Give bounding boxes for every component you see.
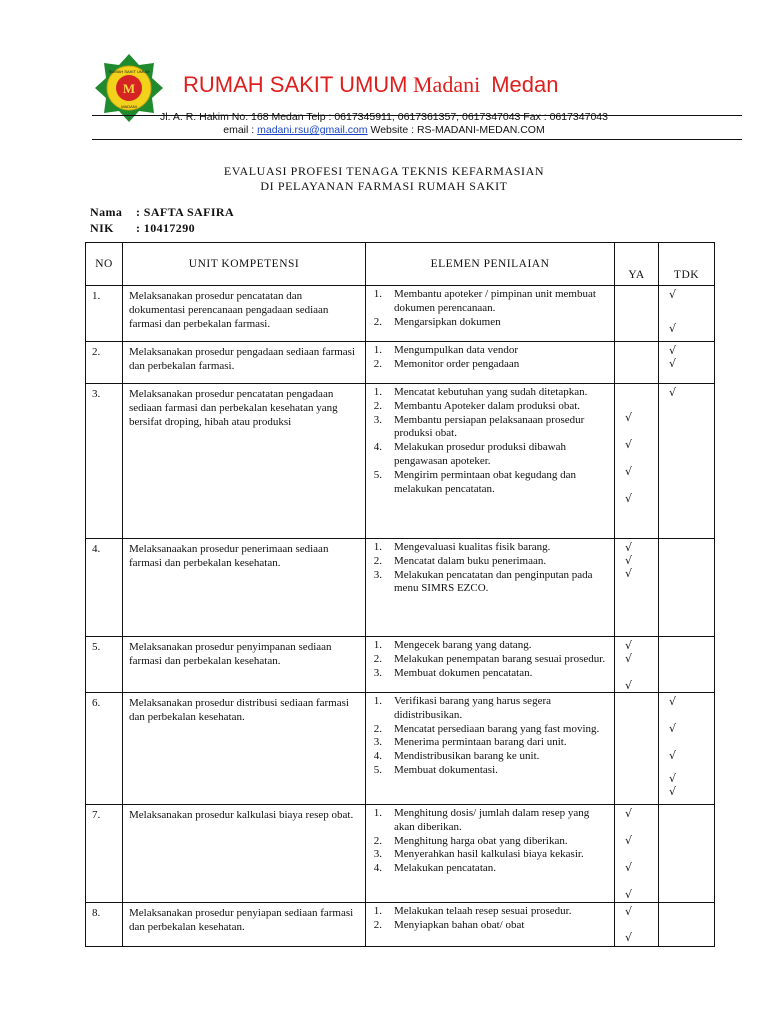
nik-value: : 10417290 [136, 221, 195, 235]
check-mark-icon: √ [625, 639, 633, 652]
elemen-text: Menghitung dosis/ jumlah dalam resep yang akan diberikan. [394, 807, 590, 833]
header-ya: YA [615, 243, 659, 286]
elemen-text: Melakukan telaah resep sesuai prosedur. [394, 905, 572, 917]
elemen-text: Membuat dokumentasi. [394, 763, 498, 776]
elemen-text: Mengarsipkan dokumen [394, 315, 501, 328]
elemen-number: 1. [373, 807, 382, 819]
elemen-item [370, 862, 610, 876]
elemen-number: 4. [373, 862, 382, 875]
elemen-number: 5. [373, 763, 382, 776]
email-label: email : [223, 124, 255, 136]
tdk-cell [659, 805, 715, 903]
elemen-number: 5. [373, 468, 382, 481]
check-mark-icon: √ [625, 807, 633, 820]
ya-cell [615, 342, 659, 384]
elemen-text: Menyiapkan bahan obat/ obat [394, 918, 525, 931]
tdk-cell [659, 286, 715, 342]
elemen-item [370, 750, 610, 764]
table-row [86, 286, 715, 342]
row-number: 4. [86, 539, 123, 637]
hospital-name-part3: Medan [491, 72, 559, 97]
header-rule-bottom [92, 139, 742, 140]
header-no: NO [86, 243, 123, 286]
elemen-text: Membantu apoteker / pimpinan unit membuat dokumen perencanaan. [394, 288, 596, 314]
elemen-number: 4. [373, 750, 382, 763]
elemen-text: Membuat dokumen pencatatan. [394, 666, 533, 679]
elemen-penilaian [366, 286, 615, 342]
table-row [86, 384, 715, 539]
elemen-number: 2. [373, 722, 382, 735]
elemen-number: 1. [373, 639, 382, 651]
elemen-number: 2. [373, 834, 382, 847]
hospital-name-part1: RUMAH SAKIT UMUM [183, 72, 408, 97]
check-mark-icon: √ [669, 722, 677, 735]
elemen-item [370, 919, 610, 933]
row-number: 2. [86, 342, 123, 384]
header-tdk: TDK [659, 243, 715, 286]
elemen-text: Memonitor order pengadaan [394, 357, 520, 370]
elemen-item [370, 695, 610, 723]
elemen-penilaian [366, 805, 615, 903]
tdk-cell [659, 539, 715, 637]
elemen-number: 1. [373, 386, 382, 398]
elemen-item [370, 344, 610, 358]
elemen-number: 2. [373, 399, 382, 412]
table-row [86, 637, 715, 693]
elemen-item [370, 358, 610, 372]
check-mark-icon: √ [625, 567, 633, 580]
elemen-number: 3. [373, 736, 382, 749]
elemen-text: Mengecek barang yang datang. [394, 639, 532, 651]
check-mark-icon: √ [625, 652, 633, 665]
ya-cell [615, 805, 659, 903]
elemen-item [370, 555, 610, 569]
unit-kompetensi: Melaksanakan prosedur pengadaan sediaan farmasi dan perbekalan farmasi. [123, 342, 366, 384]
elemen-item [370, 569, 610, 597]
elemen-number: 1. [373, 288, 382, 300]
check-mark-icon: √ [669, 386, 677, 399]
nik-label: NIK [90, 221, 114, 235]
table-header-row [86, 243, 715, 286]
elemen-text: Mendistribusikan barang ke unit. [394, 750, 540, 763]
elemen-item [370, 639, 610, 653]
ya-cell [615, 384, 659, 539]
elemen-text: Melakukan penempatan barang sesuai prosedur. [394, 652, 606, 665]
table-row [86, 342, 715, 384]
elemen-text: Menerima permintaan barang dari unit. [394, 736, 567, 749]
elemen-penilaian [366, 342, 615, 384]
check-mark-icon: √ [669, 357, 677, 370]
check-mark-icon: √ [669, 322, 677, 335]
elemen-number: 3. [373, 413, 382, 426]
table-row [86, 693, 715, 805]
check-mark-icon: √ [625, 888, 633, 901]
check-mark-icon: √ [669, 344, 677, 357]
elemen-item [370, 386, 610, 400]
document-title-line1: EVALUASI PROFESI TENAGA TEKNIS KEFARMASIAN [223, 164, 545, 178]
row-number: 8. [86, 903, 123, 947]
document-title-line2: DI PELAYANAN FARMASI RUMAH SAKIT [260, 179, 508, 193]
tdk-cell [659, 637, 715, 693]
elemen-text: Membantu Apoteker dalam produksi obat. [394, 399, 581, 412]
elemen-text: Menyerahkan hasil kalkulasi biaya kekasir. [394, 848, 584, 861]
logo-letter: M [122, 81, 136, 96]
elemen-penilaian [366, 903, 615, 947]
ya-cell [615, 539, 659, 637]
check-mark-icon: √ [669, 772, 677, 785]
check-mark-icon: √ [625, 905, 633, 918]
elemen-number: 2. [373, 357, 382, 370]
check-mark-icon: √ [625, 465, 633, 478]
email-link[interactable]: madani.rsu@gmail.com [257, 124, 368, 136]
elemen-text: Mengevaluasi kualitas fisik barang. [394, 541, 551, 553]
elemen-item [370, 288, 610, 316]
hospital-name-part2: Madani [413, 72, 481, 97]
check-mark-icon: √ [625, 492, 633, 505]
elemen-item [370, 736, 610, 750]
check-mark-icon: √ [625, 931, 633, 944]
website-text: Website : RS-MADANI-MEDAN.COM [370, 124, 545, 136]
elemen-item [370, 414, 610, 442]
check-mark-icon: √ [625, 861, 633, 874]
elemen-number: 3. [373, 848, 382, 861]
name-value: : SAFTA SAFIRA [136, 205, 235, 219]
check-mark-icon: √ [625, 411, 633, 424]
elemen-number: 4. [373, 441, 382, 454]
elemen-item [370, 400, 610, 414]
elemen-item [370, 764, 610, 778]
unit-kompetensi: Melaksanakan prosedur pencatatan dan dokumentasi perencanaan pengadaan sediaan farmasi dan perbekalan farmasi. [123, 286, 366, 342]
unit-kompetensi: Melaksanaakan prosedur penerimaan sediaan farmasi dan perbekalan kesehatan. [123, 539, 366, 637]
tdk-cell [659, 342, 715, 384]
elemen-text: Membantu persiapan pelaksanaan prosedur produksi obat. [394, 413, 585, 440]
check-mark-icon: √ [669, 288, 677, 301]
elemen-number: 2. [373, 652, 382, 665]
elemen-number: 3. [373, 666, 382, 679]
person-name [90, 205, 234, 220]
address-line: Jl. A. R. Hakim No. 168 Medan Telp : 0617345911, 0617361357, 0617347043 Fax : 0617347043 [160, 111, 608, 123]
unit-kompetensi: Melaksanakan prosedur distribusi sediaan farmasi dan perbekalan kesehatan. [123, 693, 366, 805]
check-mark-icon: √ [625, 554, 633, 567]
elemen-penilaian [366, 637, 615, 693]
elemen-number: 1. [373, 905, 382, 917]
elemen-text: Mencatat dalam buku penerimaan. [394, 554, 547, 567]
person-nik [90, 221, 195, 236]
hospital-address [0, 111, 768, 137]
elemen-number: 1. [373, 695, 382, 707]
ya-cell [615, 693, 659, 805]
check-mark-icon: √ [625, 834, 633, 847]
tdk-cell [659, 903, 715, 947]
elemen-text: Melakukan prosedur produksi dibawah pengawasan apoteker. [394, 441, 566, 467]
table-row [86, 539, 715, 637]
name-label: Nama [90, 205, 123, 219]
check-mark-icon: √ [625, 541, 633, 554]
elemen-item [370, 316, 610, 330]
elemen-number: 2. [373, 315, 382, 328]
check-mark-icon: √ [625, 438, 633, 451]
elemen-penilaian [366, 539, 615, 637]
evaluation-table [85, 242, 715, 947]
elemen-text: Mencatat persediaan barang yang fast moving. [394, 722, 600, 735]
elemen-number: 3. [373, 568, 382, 581]
elemen-number: 1. [373, 541, 382, 553]
unit-kompetensi: Melaksanakan prosedur penyimpanan sediaan farmasi dan perbekalan kesehatan. [123, 637, 366, 693]
unit-kompetensi: Melaksanakan prosedur penyiapan sediaan farmasi dan perbekalan kesehatan. [123, 903, 366, 947]
elemen-number: 1. [373, 344, 382, 356]
contact-line [0, 124, 768, 137]
row-number: 6. [86, 693, 123, 805]
elemen-item [370, 653, 610, 667]
elemen-item [370, 441, 610, 469]
elemen-text: Melakukan pencatatan. [394, 862, 497, 875]
elemen-number: 2. [373, 918, 382, 931]
elemen-text: Mengumpulkan data vendor [394, 344, 519, 356]
elemen-item [370, 905, 610, 919]
elemen-text: Melakukan pencatatan dan penginputan pada menu SIMRS EZCO. [394, 568, 593, 595]
elemen-item [370, 807, 610, 835]
ya-cell [615, 903, 659, 947]
elemen-item [370, 541, 610, 555]
unit-kompetensi: Melaksanakan prosedur pencatatan pengadaan sediaan farmasi dan perbekalan kesehatan yang bersifat droping, hibah atau produksi [123, 384, 366, 539]
tdk-cell [659, 693, 715, 805]
elemen-item [370, 835, 610, 849]
row-number: 1. [86, 286, 123, 342]
elemen-item [370, 469, 610, 497]
check-mark-icon: √ [669, 695, 677, 708]
check-mark-icon: √ [625, 679, 633, 692]
check-mark-icon: √ [669, 785, 677, 798]
elemen-item [370, 848, 610, 862]
elemen-text: Mengirim permintaan obat kegudang dan melakukan pencatatan. [394, 468, 577, 495]
elemen-text: Menghitung harga obat yang diberikan. [394, 834, 568, 847]
elemen-text: Mencatat kebutuhan yang sudah ditetapkan. [394, 386, 588, 398]
elemen-number: 2. [373, 554, 382, 567]
hospital-name [183, 72, 558, 98]
table-row [86, 805, 715, 903]
unit-kompetensi: Melaksanakan prosedur kalkulasi biaya resep obat. [123, 805, 366, 903]
elemen-text: Verifikasi barang yang harus segera didistribusikan. [394, 695, 551, 721]
elemen-item [370, 667, 610, 681]
row-number: 3. [86, 384, 123, 539]
row-number: 5. [86, 637, 123, 693]
header-unit: UNIT KOMPETENSI [123, 243, 366, 286]
logo-text-bottom: MADANI [121, 104, 137, 109]
ya-cell [615, 286, 659, 342]
elemen-penilaian [366, 693, 615, 805]
table-row [86, 903, 715, 947]
check-mark-icon: √ [669, 749, 677, 762]
logo-text-top: RUMAH SAKIT UMUM [108, 69, 150, 74]
tdk-cell [659, 384, 715, 539]
elemen-item [370, 723, 610, 737]
elemen-penilaian [366, 384, 615, 539]
ya-cell [615, 637, 659, 693]
header-elemen: ELEMEN PENILAIAN [366, 243, 615, 286]
row-number: 7. [86, 805, 123, 903]
